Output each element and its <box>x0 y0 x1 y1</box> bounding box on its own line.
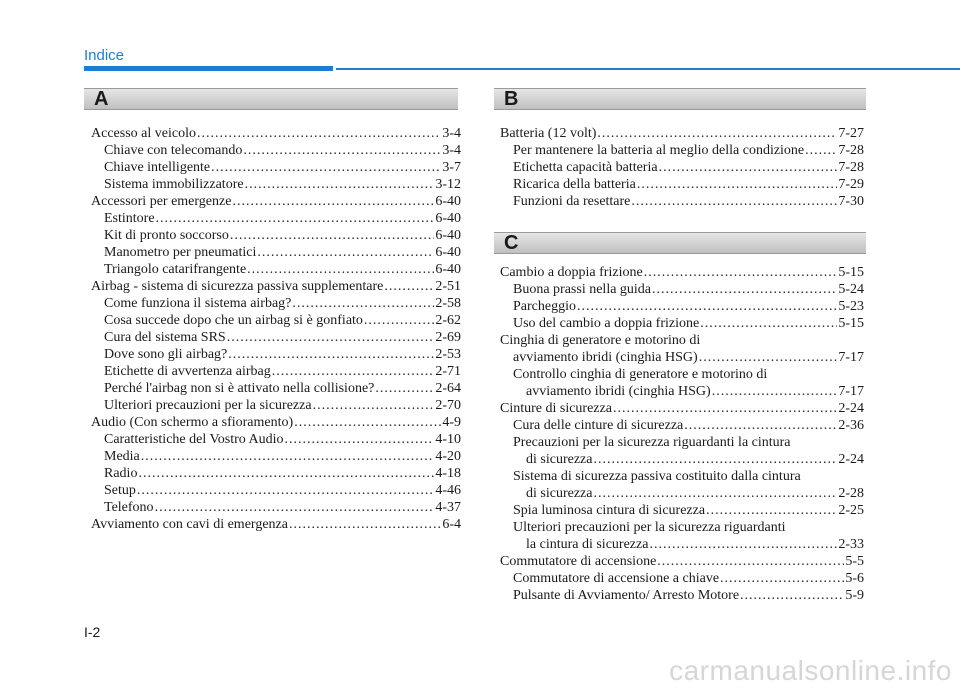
index-entry[interactable]: Cambio a doppia frizione ..... 5-15 <box>500 264 864 281</box>
index-entry[interactable]: Avviamento con cavi di emergenza ..... 6-4 <box>91 516 461 533</box>
index-column-c <box>500 264 864 604</box>
index-subentry-line[interactable]: Precauzioni per la sicurezza riguardanti la cintura <box>513 435 791 450</box>
index-subentry[interactable]: Spia luminosa cintura di sicurezza ..... 2-25 <box>500 502 864 519</box>
index-subentry[interactable]: Etichetta capacità batteria ..... 7-28 <box>500 159 864 176</box>
index-subentry[interactable]: avviamento ibridi (cinghia HSG) ..... 7-17 <box>500 383 864 400</box>
index-subentry[interactable]: Setup ..... 4-46 <box>91 482 461 499</box>
index-entry[interactable]: Audio (Con schermo a sfioramento) ..... 4-9 <box>91 414 461 431</box>
header-rule <box>336 68 960 70</box>
index-subentry[interactable]: Uso del cambio a doppia frizione ..... 5-15 <box>500 315 864 332</box>
index-subentry[interactable]: di sicurezza ..... 2-24 <box>500 451 864 468</box>
index-subentry[interactable]: Chiave con telecomando ..... 3-4 <box>91 142 461 159</box>
index-entry[interactable]: Commutatore di accensione ..... 5-5 <box>500 553 864 570</box>
watermark-text: carmanualsonline.info <box>669 655 952 686</box>
section-letter-b: B <box>504 88 519 110</box>
index-column-b <box>500 125 864 210</box>
index-subentry[interactable]: Cura del sistema SRS ..... 2-69 <box>91 329 461 346</box>
index-subentry[interactable]: Buona prassi nella guida ..... 5-24 <box>500 281 864 298</box>
index-subentry[interactable]: Dove sono gli airbag? ..... 2-53 <box>91 346 461 363</box>
index-subentry[interactable]: Chiave intelligente ..... 3-7 <box>91 159 461 176</box>
header-accent-bar <box>84 66 333 71</box>
index-subentry-line[interactable]: Sistema di sicurezza passiva costituito dalla cintura <box>513 469 801 484</box>
page-header-title: Indice <box>84 47 125 64</box>
index-entry[interactable]: Batteria (12 volt) ..... 7-27 <box>500 125 864 142</box>
index-subentry[interactable]: Etichette di avvertenza airbag ..... 2-71 <box>91 363 461 380</box>
section-letter-c: C <box>504 232 519 254</box>
index-subentry[interactable]: Funzioni da resettare ..... 7-30 <box>500 193 864 210</box>
index-subentry[interactable]: Come funziona il sistema airbag? ..... 2-58 <box>91 295 461 312</box>
index-subentry[interactable]: Media ..... 4-20 <box>91 448 461 465</box>
index-subentry[interactable]: Estintore ..... 6-40 <box>91 210 461 227</box>
index-subentry[interactable]: Telefono ..... 4-37 <box>91 499 461 516</box>
index-subentry[interactable]: Kit di pronto soccorso ..... 6-40 <box>91 227 461 244</box>
index-subentry[interactable]: Parcheggio ..... 5-23 <box>500 298 864 315</box>
index-subentry[interactable]: Manometro per pneumatici ..... 6-40 <box>91 244 461 261</box>
index-subentry[interactable]: Caratteristiche del Vostro Audio ..... 4-10 <box>91 431 461 448</box>
index-subentry[interactable]: Radio ..... 4-18 <box>91 465 461 482</box>
index-entry-line[interactable]: Cinghia di generatore e motorino di <box>500 333 701 348</box>
section-header-a <box>84 88 458 110</box>
index-entry[interactable]: Airbag - sistema di sicurezza passiva supplementare ..... 2-51 <box>91 278 461 295</box>
index-entry[interactable]: avviamento ibridi (cinghia HSG) ..... 7-17 <box>500 349 864 366</box>
index-entry[interactable]: Accessori per emergenze ..... 6-40 <box>91 193 461 210</box>
index-subentry[interactable]: Triangolo catarifrangente ..... 6-40 <box>91 261 461 278</box>
index-subentry[interactable]: Pulsante di Avviamento/ Arresto Motore ..... 5-9 <box>500 587 864 604</box>
index-entry[interactable]: Cinture di sicurezza ..... 2-24 <box>500 400 864 417</box>
index-subentry-line[interactable]: Ulteriori precauzioni per la sicurezza riguardanti <box>513 520 786 535</box>
index-subentry[interactable]: Cura delle cinture di sicurezza ..... 2-36 <box>500 417 864 434</box>
index-subentry[interactable]: Perché l'airbag non si è attivato nella collisione? ..... 2-64 <box>91 380 461 397</box>
index-subentry[interactable]: Ricarica della batteria ..... 7-29 <box>500 176 864 193</box>
index-subentry[interactable]: di sicurezza ..... 2-28 <box>500 485 864 502</box>
page-number: I-2 <box>84 624 101 640</box>
index-subentry[interactable]: Sistema immobilizzatore ..... 3-12 <box>91 176 461 193</box>
index-subentry-line[interactable]: Controllo cinghia di generatore e motorino di <box>513 367 768 382</box>
index-subentry[interactable]: Ulteriori precauzioni per la sicurezza ..... 2-70 <box>91 397 461 414</box>
index-subentry[interactable]: Commutatore di accensione a chiave ..... 5-6 <box>500 570 864 587</box>
index-subentry[interactable]: Per mantenere la batteria al meglio della condizione ..... 7-28 <box>500 142 864 159</box>
section-header-c <box>494 232 866 254</box>
index-entry[interactable]: Accesso al veicolo ..... 3-4 <box>91 125 461 142</box>
index-subentry[interactable]: Cosa succede dopo che un airbag si è gonfiato ..... 2-62 <box>91 312 461 329</box>
index-subentry[interactable]: la cintura di sicurezza ..... 2-33 <box>500 536 864 553</box>
section-header-b <box>494 88 866 110</box>
index-column-a <box>91 125 461 533</box>
section-letter-a: A <box>94 88 109 110</box>
